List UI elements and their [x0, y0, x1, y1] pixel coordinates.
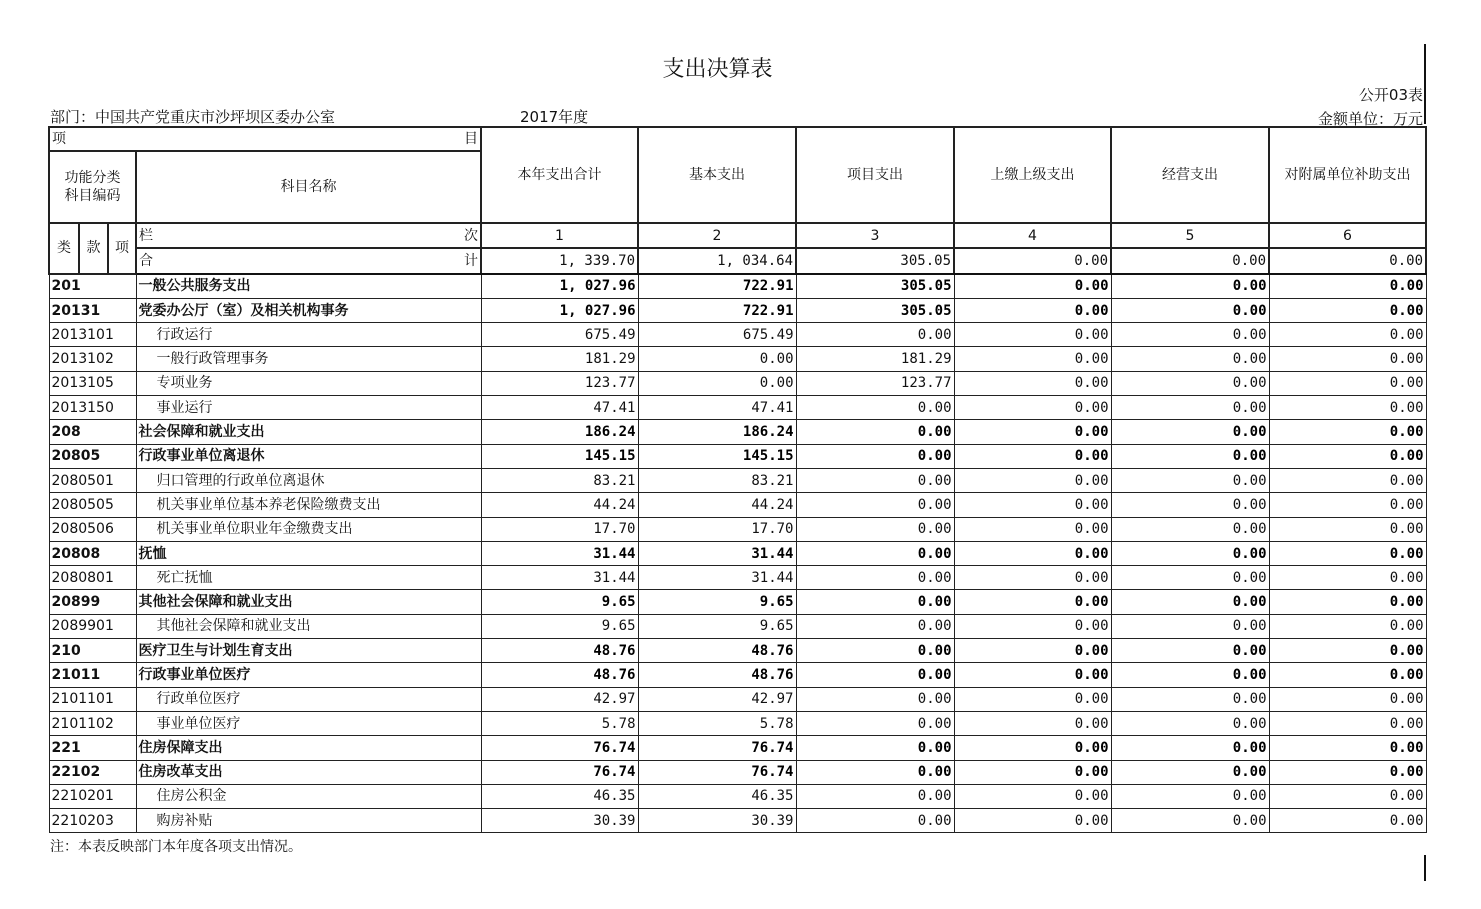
table-row: [49, 444, 1426, 468]
row-value-2: 0.00: [638, 371, 796, 395]
row-value-5: 0.00: [1111, 541, 1269, 565]
row-value-6: 0.00: [1269, 566, 1426, 590]
row-code: 2013150: [49, 396, 136, 420]
row-value-3: 0.00: [796, 590, 954, 614]
row-value-2: 44.24: [638, 493, 796, 517]
row-value-4: 0.00: [954, 711, 1111, 735]
row-code: 2080505: [49, 493, 136, 517]
unit-label: 金额单位：万元: [1317, 110, 1423, 128]
row-name: 社会保障和就业支出: [136, 420, 481, 444]
total-value-3: 305.05: [796, 248, 954, 273]
row-value-5: 0.00: [1111, 760, 1269, 784]
total-value-2: 1, 034.64: [638, 248, 796, 273]
row-value-6: 0.00: [1269, 784, 1426, 808]
row-name: 其他社会保障和就业支出: [136, 590, 481, 614]
row-value-6: 0.00: [1269, 517, 1426, 541]
row-value-2: 76.74: [638, 760, 796, 784]
row-value-4: 0.00: [954, 493, 1111, 517]
row-name: 住房公积金: [136, 784, 481, 808]
row-value-5: 0.00: [1111, 784, 1269, 808]
row-value-3: 0.00: [796, 566, 954, 590]
row-code: 20899: [49, 590, 136, 614]
row-value-4: 0.00: [954, 736, 1111, 760]
row-value-5: 0.00: [1111, 711, 1269, 735]
row-value-6: 0.00: [1269, 371, 1426, 395]
total-value-5: 0.00: [1111, 248, 1269, 273]
row-value-2: 30.39: [638, 809, 796, 833]
row-name: 一般行政管理事务: [136, 347, 481, 371]
row-code: 2101102: [49, 711, 136, 735]
expenditure-table: [48, 126, 1427, 833]
row-value-5: 0.00: [1111, 590, 1269, 614]
table-body: [49, 274, 1426, 833]
row-value-5: 0.00: [1111, 371, 1269, 395]
row-value-2: 145.15: [638, 444, 796, 468]
row-code: 20808: [49, 541, 136, 565]
row-name: 机关事业单位基本养老保险缴费支出: [136, 493, 481, 517]
lei-header: 类: [49, 223, 79, 274]
table-row: [49, 566, 1426, 590]
col-header-basic: 基本支出: [638, 127, 796, 223]
table-row: [49, 420, 1426, 444]
row-code: 210: [49, 639, 136, 663]
row-value-4: 0.00: [954, 566, 1111, 590]
row-value-3: 305.05: [796, 298, 954, 322]
row-name: 行政运行: [136, 323, 481, 347]
row-value-6: 0.00: [1269, 687, 1426, 711]
row-value-2: 47.41: [638, 396, 796, 420]
row-code: 2089901: [49, 614, 136, 638]
table-row: [49, 784, 1426, 808]
total-value-6: 0.00: [1269, 248, 1426, 273]
row-value-6: 0.00: [1269, 347, 1426, 371]
row-value-2: 76.74: [638, 736, 796, 760]
row-value-3: 0.00: [796, 444, 954, 468]
col-header-total: 本年支出合计: [481, 127, 638, 223]
row-value-5: 0.00: [1111, 517, 1269, 541]
total-value-4: 0.00: [954, 248, 1111, 273]
row-name: 医疗卫生与计划生育支出: [136, 639, 481, 663]
row-value-4: 0.00: [954, 323, 1111, 347]
row-code: 20805: [49, 444, 136, 468]
lan-ci-label: 栏 次: [136, 223, 481, 248]
row-name: 住房保障支出: [136, 736, 481, 760]
report-title: 支出决算表: [662, 57, 773, 82]
row-name: 死亡抚恤: [136, 566, 481, 590]
row-value-1: 83.21: [481, 468, 638, 492]
row-value-2: 186.24: [638, 420, 796, 444]
row-value-6: 0.00: [1269, 590, 1426, 614]
row-value-1: 1, 027.96: [481, 298, 638, 322]
row-value-1: 675.49: [481, 323, 638, 347]
row-value-5: 0.00: [1111, 396, 1269, 420]
col-number-1: 1: [481, 223, 638, 248]
row-name: 住房改革支出: [136, 760, 481, 784]
row-value-2: 0.00: [638, 347, 796, 371]
col-number-6: 6: [1269, 223, 1426, 248]
row-value-6: 0.00: [1269, 663, 1426, 687]
row-value-3: 0.00: [796, 468, 954, 492]
row-value-1: 48.76: [481, 639, 638, 663]
table-row: [49, 493, 1426, 517]
table-row: [49, 736, 1426, 760]
row-value-5: 0.00: [1111, 663, 1269, 687]
row-code: 2080506: [49, 517, 136, 541]
row-value-5: 0.00: [1111, 493, 1269, 517]
table-row: [49, 541, 1426, 565]
row-value-2: 9.65: [638, 590, 796, 614]
subject-name-header: 科目名称: [136, 151, 481, 223]
row-value-5: 0.00: [1111, 639, 1269, 663]
row-value-2: 42.97: [638, 687, 796, 711]
row-name: 其他社会保障和就业支出: [136, 614, 481, 638]
row-value-3: 0.00: [796, 687, 954, 711]
row-value-4: 0.00: [954, 468, 1111, 492]
row-value-1: 9.65: [481, 614, 638, 638]
row-code: 221: [49, 736, 136, 760]
total-value-1: 1, 339.70: [481, 248, 638, 273]
row-value-2: 31.44: [638, 541, 796, 565]
row-value-5: 0.00: [1111, 298, 1269, 322]
row-name: 事业运行: [136, 396, 481, 420]
row-value-1: 48.76: [481, 663, 638, 687]
func-code-header: 功能分类科目编码: [49, 151, 136, 223]
row-value-2: 48.76: [638, 663, 796, 687]
row-value-6: 0.00: [1269, 323, 1426, 347]
row-value-4: 0.00: [954, 541, 1111, 565]
row-value-4: 0.00: [954, 590, 1111, 614]
row-code: 2013105: [49, 371, 136, 395]
footnote: 注：本表反映部门本年度各项支出情况。: [50, 839, 302, 855]
row-value-4: 0.00: [954, 298, 1111, 322]
row-value-3: 0.00: [796, 639, 954, 663]
table-row: [49, 517, 1426, 541]
row-value-5: 0.00: [1111, 444, 1269, 468]
col-header-project: 项目支出: [796, 127, 954, 223]
row-value-2: 5.78: [638, 711, 796, 735]
kuan-header: 款: [79, 223, 108, 274]
row-value-4: 0.00: [954, 663, 1111, 687]
row-value-4: 0.00: [954, 687, 1111, 711]
row-code: 2080801: [49, 566, 136, 590]
row-value-6: 0.00: [1269, 760, 1426, 784]
row-code: 2013102: [49, 347, 136, 371]
row-code: 2013101: [49, 323, 136, 347]
row-value-1: 44.24: [481, 493, 638, 517]
row-name: 行政事业单位医疗: [136, 663, 481, 687]
row-value-5: 0.00: [1111, 468, 1269, 492]
row-name: 归口管理的行政单位离退休: [136, 468, 481, 492]
row-code: 20131: [49, 298, 136, 322]
row-value-2: 9.65: [638, 614, 796, 638]
row-value-3: 0.00: [796, 493, 954, 517]
row-value-1: 76.74: [481, 760, 638, 784]
row-value-5: 0.00: [1111, 809, 1269, 833]
row-value-4: 0.00: [954, 420, 1111, 444]
row-value-4: 0.00: [954, 784, 1111, 808]
row-value-3: 123.77: [796, 371, 954, 395]
row-value-3: 0.00: [796, 784, 954, 808]
row-value-4: 0.00: [954, 444, 1111, 468]
row-value-6: 0.00: [1269, 711, 1426, 735]
row-value-2: 722.91: [638, 274, 796, 299]
row-value-3: 0.00: [796, 809, 954, 833]
row-value-3: 0.00: [796, 736, 954, 760]
department-label: 部门：中国共产党重庆市沙坪坝区委办公室: [50, 108, 336, 126]
row-value-3: 181.29: [796, 347, 954, 371]
row-code: 2101101: [49, 687, 136, 711]
col-number-3: 3: [796, 223, 954, 248]
col-header-subsidy: 对附属单位补助支出: [1269, 127, 1426, 223]
item-header: 项 目: [49, 127, 481, 151]
row-value-4: 0.00: [954, 809, 1111, 833]
row-value-4: 0.00: [954, 639, 1111, 663]
row-value-6: 0.00: [1269, 468, 1426, 492]
col-number-5: 5: [1111, 223, 1269, 248]
table-row: [49, 396, 1426, 420]
row-value-3: 0.00: [796, 614, 954, 638]
row-value-1: 145.15: [481, 444, 638, 468]
row-value-4: 0.00: [954, 517, 1111, 541]
row-value-6: 0.00: [1269, 444, 1426, 468]
row-value-1: 5.78: [481, 711, 638, 735]
row-code: 21011: [49, 663, 136, 687]
table-code: 公开03表: [1358, 86, 1423, 104]
row-value-1: 31.44: [481, 541, 638, 565]
row-value-4: 0.00: [954, 614, 1111, 638]
row-value-3: 0.00: [796, 323, 954, 347]
row-value-5: 0.00: [1111, 323, 1269, 347]
row-value-1: 47.41: [481, 396, 638, 420]
row-name: 专项业务: [136, 371, 481, 395]
row-value-6: 0.00: [1269, 298, 1426, 322]
table-row: [49, 687, 1426, 711]
row-code: 2210203: [49, 809, 136, 833]
row-value-5: 0.00: [1111, 420, 1269, 444]
table-row: [49, 468, 1426, 492]
row-value-1: 1, 027.96: [481, 274, 638, 299]
col-header-business: 经营支出: [1111, 127, 1269, 223]
table-row: [49, 614, 1426, 638]
table-header: [49, 127, 1426, 274]
row-value-2: 722.91: [638, 298, 796, 322]
row-name: 机关事业单位职业年金缴费支出: [136, 517, 481, 541]
row-value-4: 0.00: [954, 760, 1111, 784]
row-value-4: 0.00: [954, 274, 1111, 299]
row-name: 一般公共服务支出: [136, 274, 481, 299]
table-row: [49, 298, 1426, 322]
row-code: 208: [49, 420, 136, 444]
xiang-header: 项: [108, 223, 136, 274]
row-code: 201: [49, 274, 136, 299]
row-value-1: 42.97: [481, 687, 638, 711]
row-value-5: 0.00: [1111, 687, 1269, 711]
row-value-3: 0.00: [796, 541, 954, 565]
row-value-6: 0.00: [1269, 541, 1426, 565]
row-value-2: 46.35: [638, 784, 796, 808]
row-value-3: 0.00: [796, 396, 954, 420]
row-value-6: 0.00: [1269, 396, 1426, 420]
table-row: [49, 809, 1426, 833]
year-label: 2017年度: [520, 108, 589, 126]
table-row: [49, 590, 1426, 614]
row-value-6: 0.00: [1269, 274, 1426, 299]
row-code: 2210201: [49, 784, 136, 808]
col-header-upper: 上缴上级支出: [954, 127, 1111, 223]
row-value-4: 0.00: [954, 371, 1111, 395]
table-row: [49, 639, 1426, 663]
row-name: 事业单位医疗: [136, 711, 481, 735]
row-value-1: 46.35: [481, 784, 638, 808]
row-name: 抚恤: [136, 541, 481, 565]
table-row: [49, 760, 1426, 784]
row-code: 22102: [49, 760, 136, 784]
page-edge-line-top: [1424, 44, 1426, 124]
row-value-5: 0.00: [1111, 614, 1269, 638]
row-name: 党委办公厅（室）及相关机构事务: [136, 298, 481, 322]
col-number-4: 4: [954, 223, 1111, 248]
row-value-2: 48.76: [638, 639, 796, 663]
row-value-1: 9.65: [481, 590, 638, 614]
row-value-1: 181.29: [481, 347, 638, 371]
row-value-2: 17.70: [638, 517, 796, 541]
row-value-1: 186.24: [481, 420, 638, 444]
row-value-5: 0.00: [1111, 566, 1269, 590]
table-row: [49, 371, 1426, 395]
row-value-6: 0.00: [1269, 736, 1426, 760]
row-value-6: 0.00: [1269, 493, 1426, 517]
page-edge-line-bottom: [1424, 855, 1426, 881]
total-label: 合 计: [136, 248, 481, 273]
row-value-3: 0.00: [796, 760, 954, 784]
row-value-3: 0.00: [796, 517, 954, 541]
row-value-4: 0.00: [954, 347, 1111, 371]
row-value-5: 0.00: [1111, 274, 1269, 299]
row-value-1: 76.74: [481, 736, 638, 760]
row-code: 2080501: [49, 468, 136, 492]
row-value-3: 305.05: [796, 274, 954, 299]
row-value-6: 0.00: [1269, 420, 1426, 444]
row-value-3: 0.00: [796, 663, 954, 687]
row-value-6: 0.00: [1269, 614, 1426, 638]
row-value-3: 0.00: [796, 711, 954, 735]
row-value-3: 0.00: [796, 420, 954, 444]
table-row: [49, 274, 1426, 299]
row-value-6: 0.00: [1269, 639, 1426, 663]
row-value-1: 30.39: [481, 809, 638, 833]
table-row: [49, 347, 1426, 371]
row-value-1: 31.44: [481, 566, 638, 590]
table-row: [49, 323, 1426, 347]
row-value-5: 0.00: [1111, 347, 1269, 371]
row-value-2: 83.21: [638, 468, 796, 492]
row-value-2: 675.49: [638, 323, 796, 347]
row-value-1: 123.77: [481, 371, 638, 395]
row-name: 行政事业单位离退休: [136, 444, 481, 468]
row-value-6: 0.00: [1269, 809, 1426, 833]
col-number-2: 2: [638, 223, 796, 248]
row-name: 行政单位医疗: [136, 687, 481, 711]
row-value-5: 0.00: [1111, 736, 1269, 760]
row-value-2: 31.44: [638, 566, 796, 590]
row-value-4: 0.00: [954, 396, 1111, 420]
row-value-1: 17.70: [481, 517, 638, 541]
table-row: [49, 663, 1426, 687]
row-name: 购房补贴: [136, 809, 481, 833]
table-row: [49, 711, 1426, 735]
